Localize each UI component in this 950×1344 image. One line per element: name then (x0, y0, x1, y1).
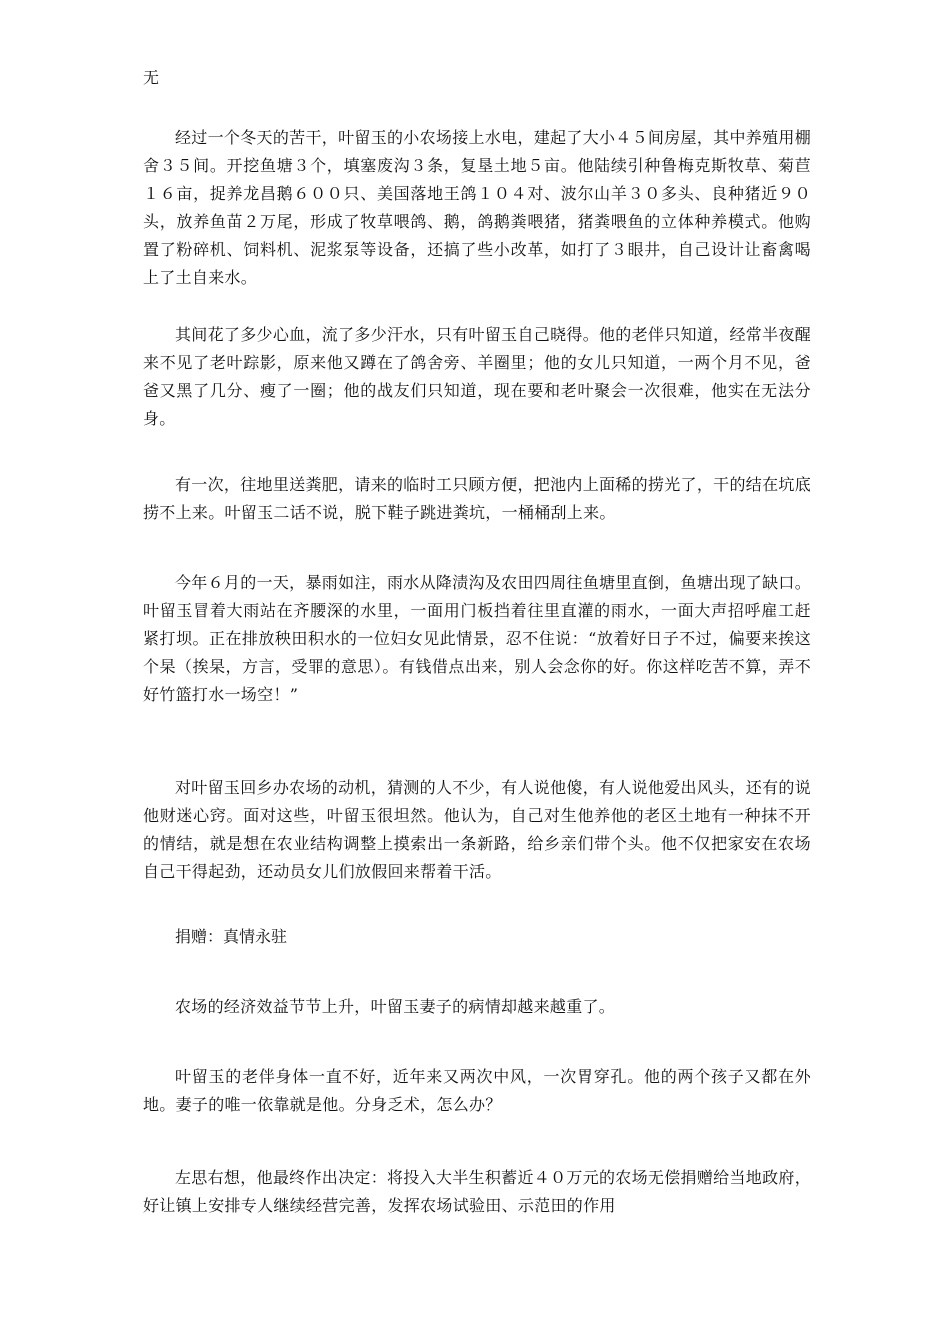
paragraph-wife-illness: 农场的经济效益节节上升，叶留玉妻子的病情却越来越重了。 (175, 997, 616, 1016)
paragraph-manure: 有一次，往地里送粪肥，请来的临时工只顾方便，把池内上面稀的捞光了，干的结在坑底捞不上来。叶留玉二话不说，脱下鞋子跳进粪坑，一桶桶刮上来。 (143, 475, 811, 522)
paragraph-effort: 其间花了多少心血，流了多少汗水，只有叶留玉自己晓得。他的老伴只知道，经常半夜醒来不见了老叶踪影，原来他又蹲在了鸽舍旁、羊圈里；他的女儿只知道，一两个月不见，爸爸又黑了几分、瘦了一圈；他的战友们只知道，现在要和老叶聚会一次很难，他实在无法分身。 (143, 325, 811, 428)
paragraph-donation: 左思右想，他最终作出决定：将投入大半生积蓄近４０万元的农场无偿捐赠给当地政府，好让镇上安排专人继续经营完善，发挥农场试验田、示范田的作用 (143, 1168, 811, 1215)
paragraph-family: 叶留玉的老伴身体一直不好，近年来又两次中风，一次胃穿孔。他的两个孩子又都在外地。妻子的唯一依靠就是他。分身乏术，怎么办？ (143, 1067, 811, 1114)
paragraph-motivation: 对叶留玉回乡办农场的动机，猜测的人不少，有人说他傻，有人说他爱出风头，还有的说他财迷心窍。面对这些，叶留玉很坦然。他认为，自己对生他养他的老区土地有一种抹不开的情结，就是想在农业结构调整上摸索出一条新路，给乡亲们带个头。他不仅把家安在农场自己干得起劲，还动员女儿们放假回来帮着干活。 (143, 778, 811, 881)
header-mark: 无 (143, 68, 160, 87)
paragraph-rainstorm: 今年６月的一天，暴雨如注，雨水从降渍沟及农田四周往鱼塘里直倒，鱼塘出现了缺口。叶留玉冒着大雨站在齐腰深的水里，一面用门板挡着往里直灌的雨水，一面大声招呼雇工赶紧打坝。正在排放秧田积水的一位妇女见此情景，忍不住说：“放着好日子不过，偏要来挨这个杲（挨杲，方言，受罪的意思）。有钱借点出来，别人会念你的好。你这样吃苦不算，弄不好竹篮打水一场空！” (143, 573, 811, 704)
section-heading: 捐赠：真情永驻 (175, 927, 288, 946)
paragraph-farm-construction: 经过一个冬天的苦干，叶留玉的小农场接上水电，建起了大小４５间房屋，其中养殖用棚舍３５间。开挖鱼塘３个，填塞废沟３条，复垦土地５亩。他陆续引种鲁梅克斯牧草、菊苣１６亩，捉养龙昌鹅６００只、美国落地王鸽１０４对、波尔山羊３０多头、良种猪近９０头，放养鱼苗２万尾，形成了牧草喂鸽、鹅，鸽鹅粪喂猪，猪粪喂鱼的立体种养模式。他购置了粉碎机、饲料机、泥浆泵等设备，还搞了些小改革，如打了３眼井，自己设计让畜禽喝上了土自来水。 (143, 128, 811, 287)
